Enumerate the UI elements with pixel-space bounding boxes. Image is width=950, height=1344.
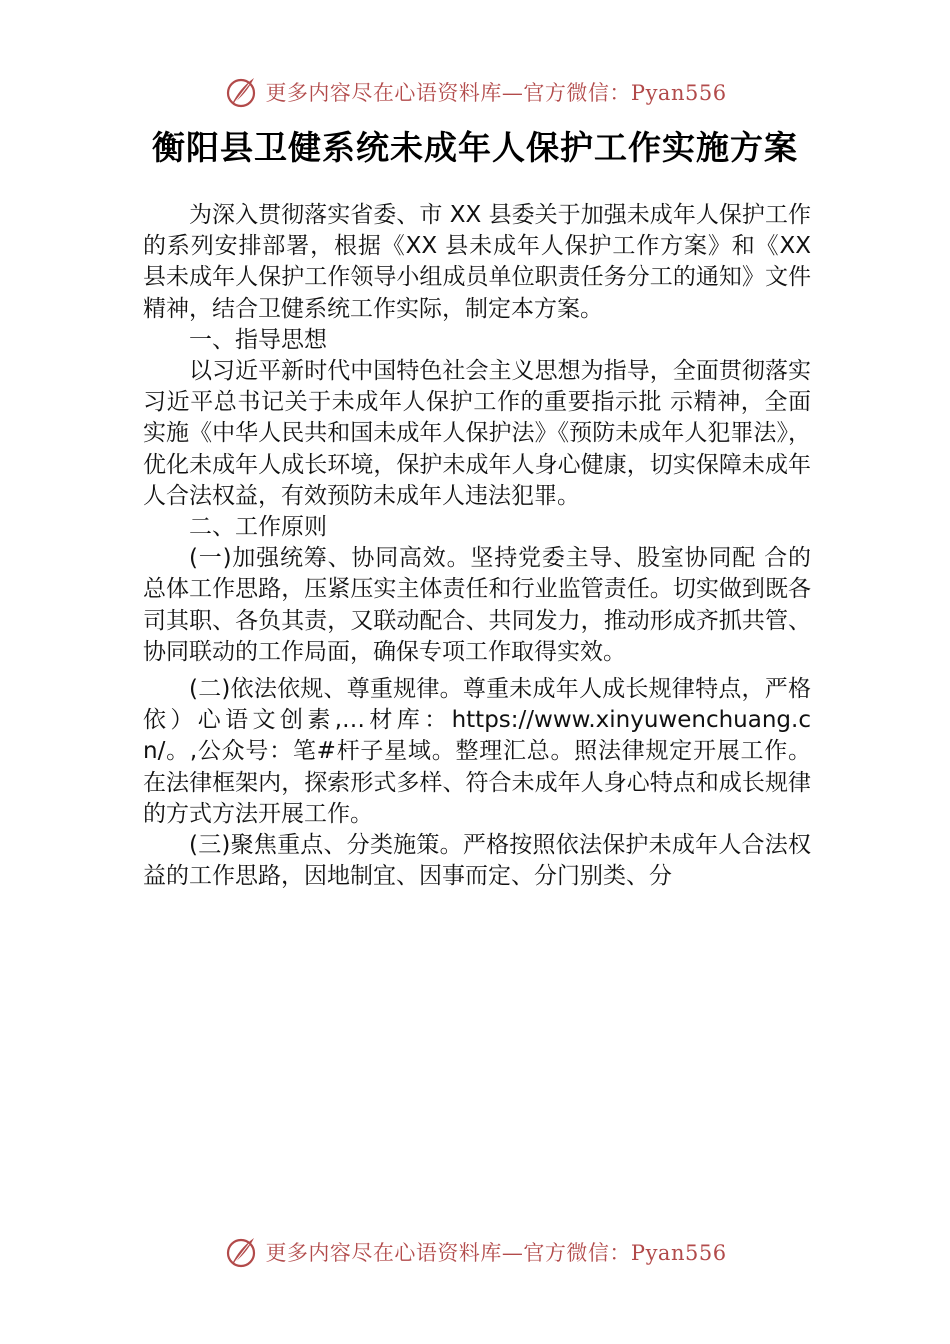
principle-1-paragraph: (一)加强统筹、协同高效。坚持党委主导、股室协同配 合的总体工作思路，压紧压实主体责任和行业监管责任。切实做到既各司其职、各负其责，又联动配合、共同发力，推动形成齐抓共管、协同联动的工作局面，确保专项工作取得实效。 [143, 545, 811, 665]
watermark-text: 更多内容尽在心语资料库—官方微信：Pyan556 [265, 1241, 727, 1265]
feather-logo-icon [223, 1234, 259, 1270]
document-title: 衡阳县卫健系统未成年人保护工作实施方案 [152, 128, 798, 167]
watermark-text: 更多内容尽在心语资料库—官方微信：Pyan556 [265, 81, 727, 105]
section-heading-guiding-ideology: 一、指导思想 [189, 326, 327, 353]
document-body [143, 200, 811, 892]
intro-paragraph: 为深入贯彻落实省委、市 XX 县委关于加强未成年人保护工作的系列安排部署，根据《XX 县未成年人保护工作方案》和《XX 县未成年人保护工作领导小组成员单位职责任务分工的通知》文件精神，结合卫健系统工作实际，制定本方案。 [143, 202, 811, 322]
principle-2-paragraph: (二)依法依规、尊重规律。尊重未成年人成长规律特点，严格依）心语文创素,…材库：https://www.xinyuwenchuang.cn/。,公众号：笔#杆子星域。整理汇总。照法律规定开展工作。在法律框架内，探索形式多样、符合未成年人身心特点和成长规律的方式方法开展工作。 [143, 676, 811, 827]
watermark-header [0, 72, 950, 112]
guiding-ideology-paragraph: 以习近平新时代中国特色社会主义思想为指导，全面贯彻落实习近平总书记关于未成年人保护工作的重要指示批 示精神，全面实施《中华人民共和国未成年人保护法》《预防未成年人犯罪法》，优化未成年人成长环境，保护未成年人身心健康，切实保障未成年人合法权益，有效预防未成年人违法犯罪。 [143, 358, 811, 509]
section-heading-work-principles: 二、工作原则 [189, 514, 327, 541]
watermark-footer [0, 1232, 950, 1272]
feather-logo-icon [223, 74, 259, 110]
principle-3-paragraph: (三)聚焦重点、分类施策。严格按照依法保护未成年人合法权益的工作思路，因地制宜、因事而定、分门别类、分 [143, 832, 811, 890]
